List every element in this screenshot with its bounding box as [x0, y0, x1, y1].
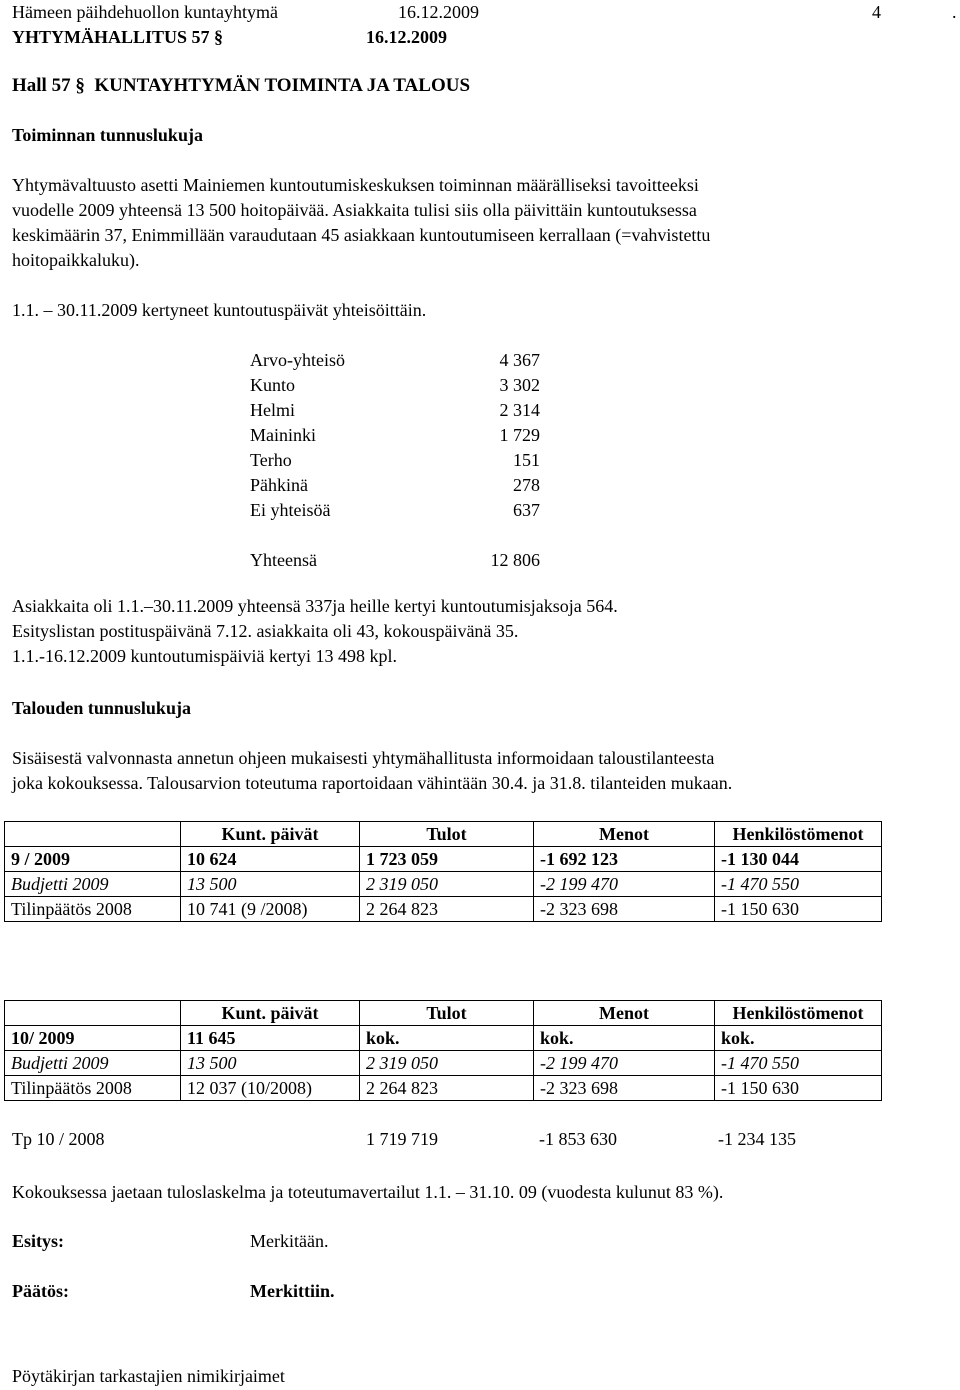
tp-personnel: -1 234 135	[718, 1129, 796, 1149]
total-label: Yhteensä	[250, 550, 317, 570]
table-header-row	[5, 822, 882, 847]
list-item	[250, 448, 540, 473]
table-cell: -2 199 470	[534, 872, 715, 897]
unit-value: 1 729	[499, 425, 540, 445]
unit-name: Arvo-yhteisö	[250, 350, 345, 370]
decision-label: Päätös:	[12, 1281, 69, 1301]
clients-paragraph	[12, 594, 952, 669]
header-date: 16.12.2009	[398, 2, 479, 22]
finance-table-october	[4, 1000, 882, 1101]
table-row	[5, 897, 882, 922]
table-cell: -1 470 550	[715, 872, 882, 897]
table-cell: -2 323 698	[534, 897, 715, 922]
table-cell: Budjetti 2009	[5, 1051, 181, 1076]
header-dot: .	[952, 2, 957, 22]
table-cell: -1 150 630	[715, 897, 882, 922]
table-row	[5, 847, 882, 872]
meeting-note: Kokouksessa jaetaan tuloslaskelma ja toteutumavertailut 1.1. – 31.10. 09 (vuodesta kulunut 83 %).	[12, 1182, 724, 1202]
table-cell: kok.	[715, 1026, 882, 1051]
section-title	[12, 73, 470, 98]
total-row	[250, 548, 540, 573]
table-cell: Budjetti 2009	[5, 872, 181, 897]
finance-paragraph	[12, 746, 952, 796]
table-cell: 10 741 (9 /2008)	[181, 897, 360, 922]
section-heading: KUNTAYHTYMÄN TOIMINTA JA TALOUS	[94, 75, 471, 96]
table-cell: 10 624	[181, 847, 360, 872]
finance-table-september	[4, 821, 882, 922]
paragraph-line: keskimäärin 37, Enimmillään varaudutaan 45 asiakkaan kuntoutumiseen kerrallaan (=vahvistettu	[12, 225, 711, 245]
units-list	[250, 348, 540, 573]
table-cell: Tilinpäätös 2008	[5, 1076, 181, 1101]
table-cell: kok.	[534, 1026, 715, 1051]
column-header: Henkilöstömenot	[715, 822, 882, 847]
section-sign: §	[214, 27, 224, 47]
unit-name: Maininki	[250, 425, 316, 445]
table-cell: 2 264 823	[360, 897, 534, 922]
table-cell: -1 130 044	[715, 847, 882, 872]
list-item	[250, 398, 540, 423]
finance-heading: Talouden tunnuslukuja	[12, 698, 191, 718]
tp-income: 1 719 719	[366, 1129, 438, 1149]
unit-value: 278	[513, 475, 540, 495]
table-cell: 2 319 050	[360, 872, 534, 897]
table-cell: 2 319 050	[360, 1051, 534, 1076]
table-header-row	[5, 1001, 882, 1026]
operations-paragraph	[12, 173, 952, 273]
unit-name: Ei yhteisöä	[250, 500, 331, 520]
table-cell: -2 199 470	[534, 1051, 715, 1076]
paragraph-line: joka kokouksessa. Talousarvion toteutuma raportoidaan vähintään 30.4. ja 31.8. tilanteiden mukaan.	[12, 773, 733, 793]
column-header: Menot	[534, 822, 715, 847]
table-cell: Tilinpäätös 2008	[5, 897, 181, 922]
proposal-label: Esitys:	[12, 1231, 65, 1251]
paragraph-line: Yhtymävaltuusto asetti Mainiemen kuntoutumiskeskuksen toiminnan määrälliseksi tavoitteeksi	[12, 175, 699, 195]
paragraph-line: 1.1.-16.12.2009 kuntoutumispäiviä kertyi 13 498 kpl.	[12, 646, 397, 666]
section-label: Hall 57	[12, 75, 71, 96]
column-header	[5, 1001, 181, 1026]
table-cell: 13 500	[181, 872, 360, 897]
section-sign-2: §	[75, 75, 85, 96]
paragraph-line: vuodelle 2009 yhteensä 13 500 hoitopäivää. Asiakkaita tulisi siis olla päivittäin kuntoutuksessa	[12, 200, 697, 220]
table-row	[5, 1076, 882, 1101]
table-row	[5, 1051, 882, 1076]
period-caption: 1.1. – 30.11.2009 kertyneet kuntoutuspäivät yhteisöittäin.	[12, 300, 427, 320]
column-header: Kunt. päivät	[181, 1001, 360, 1026]
column-header	[5, 822, 181, 847]
paragraph-line: hoitopaikkaluku).	[12, 250, 140, 270]
column-header: Menot	[534, 1001, 715, 1026]
unit-value: 4 367	[499, 350, 540, 370]
table-cell: 2 264 823	[360, 1076, 534, 1101]
list-item	[250, 373, 540, 398]
unit-name: Pähkinä	[250, 475, 308, 495]
org-name: Hämeen päihdehuollon kuntayhtymä	[12, 2, 278, 22]
table-row	[5, 1026, 882, 1051]
unit-name: Helmi	[250, 400, 295, 420]
unit-name: Terho	[250, 450, 292, 470]
page-number: 4	[872, 2, 881, 22]
column-header: Kunt. päivät	[181, 822, 360, 847]
paragraph-line: Esityslistan postituspäivänä 7.12. asiakkaita oli 43, kokouspäivänä 35.	[12, 621, 519, 641]
column-header: Tulot	[360, 1001, 534, 1026]
column-header: Henkilöstömenot	[715, 1001, 882, 1026]
unit-name: Kunto	[250, 375, 295, 395]
paragraph-line: Sisäisestä valvonnasta annetun ohjeen mukaisesti yhtymähallitusta informoidaan taloustilanteesta	[12, 748, 715, 768]
list-item	[250, 473, 540, 498]
footer-initials: Pöytäkirjan tarkastajien nimikirjaimet	[12, 1366, 285, 1386]
list-item	[250, 498, 540, 523]
tp-row	[12, 1127, 912, 1152]
total-value: 12 806	[490, 550, 540, 570]
table-cell: 12 037 (10/2008)	[181, 1076, 360, 1101]
table-cell: 1 723 059	[360, 847, 534, 872]
board-date: 16.12.2009	[366, 27, 447, 47]
table-cell: 10/ 2009	[5, 1026, 181, 1051]
tp-expenses: -1 853 630	[539, 1129, 617, 1149]
table-cell: kok.	[360, 1026, 534, 1051]
column-header: Tulot	[360, 822, 534, 847]
list-item	[250, 423, 540, 448]
tp-label: Tp 10 / 2008	[12, 1129, 105, 1149]
board-name: YHTYMÄHALLITUS 57	[12, 27, 210, 47]
operations-heading: Toiminnan tunnuslukuja	[12, 125, 203, 145]
unit-value: 2 314	[499, 400, 540, 420]
table-cell: -1 150 630	[715, 1076, 882, 1101]
decision-text: Merkittiin.	[250, 1281, 335, 1301]
table-cell: -1 692 123	[534, 847, 715, 872]
table-cell: -2 323 698	[534, 1076, 715, 1101]
unit-value: 637	[513, 500, 540, 520]
unit-value: 3 302	[499, 375, 540, 395]
table-cell: 13 500	[181, 1051, 360, 1076]
proposal-text: Merkitään.	[250, 1231, 329, 1251]
unit-value: 151	[513, 450, 540, 470]
table-cell: 11 645	[181, 1026, 360, 1051]
table-row	[5, 872, 882, 897]
table-cell: 9 / 2009	[5, 847, 181, 872]
list-item	[250, 348, 540, 373]
paragraph-line: Asiakkaita oli 1.1.–30.11.2009 yhteensä 337ja heille kertyi kuntoutumisjaksoja 564.	[12, 596, 618, 616]
board-title	[12, 25, 223, 50]
table-cell: -1 470 550	[715, 1051, 882, 1076]
